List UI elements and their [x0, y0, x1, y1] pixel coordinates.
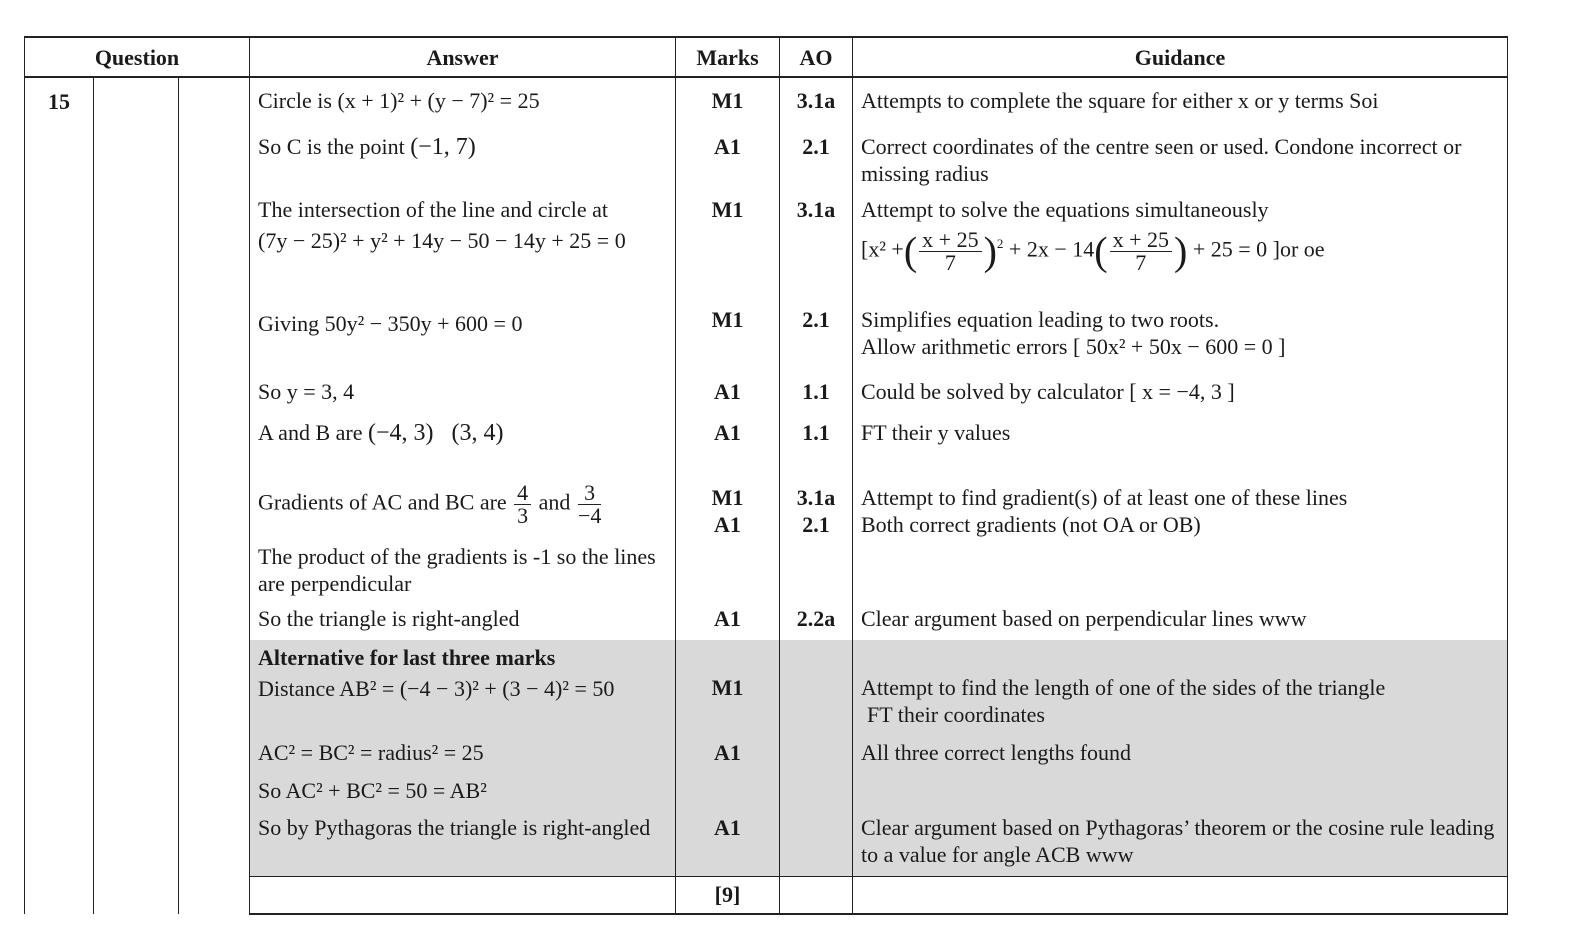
answer-cell: AC² = BC² = radius² = 25	[250, 734, 676, 772]
answer-cell	[250, 474, 676, 541]
answer-text: A and B are	[258, 420, 363, 445]
header-ao: AO	[780, 37, 853, 77]
ao-cell	[780, 876, 853, 914]
answer-cell	[250, 304, 676, 372]
guidance-text: Attempt to solve the equations simultaneously	[861, 197, 1269, 222]
guidance-cell	[853, 876, 1508, 914]
answer-cell	[250, 414, 676, 474]
mark-value: M1	[711, 485, 744, 510]
header-marks: Marks	[676, 37, 780, 77]
guidance-cell: All three correct lengths found	[853, 734, 1508, 772]
guidance-math: [x² +( $\frac{x + 25}{7}$ )$^2$ + 2x − 14( $\frac{x + 25}{7}$ ) + 25 = 0 ]or oe	[861, 227, 1325, 275]
ao-cell	[780, 541, 853, 603]
ao-cell: 1.1	[780, 372, 853, 414]
guidance-math-part: + 25 = 0 ]	[1192, 236, 1280, 262]
guidance-math-part: + 2x − 14	[1008, 236, 1095, 262]
answer-cell: So the triangle is right-angled	[250, 603, 676, 640]
fraction	[578, 482, 601, 527]
guidance-cell: Clear argument based on Pythagoras’ theorem or the cosine rule leading to a value for angle ACB www	[853, 812, 1508, 876]
fraction	[514, 482, 531, 527]
fraction	[919, 229, 981, 274]
guidance-text: Attempt to find the length of one of the sides of the triangle	[861, 675, 1386, 700]
ao-cell	[780, 812, 853, 876]
mark-scheme-table	[24, 36, 1508, 915]
guidance-text: Could be solved by calculator	[861, 379, 1124, 404]
guidance-text: Simplifies equation leading to two roots.	[861, 307, 1220, 332]
fraction-denominator: −4	[577, 503, 602, 528]
mark-cell: A1	[676, 372, 780, 414]
answer-text: The intersection of the line and circle at	[258, 197, 609, 222]
answer-math: (−1, 7)	[410, 134, 476, 160]
table-row	[25, 77, 1508, 123]
ao-cell: 2.1	[780, 123, 853, 189]
alternative-heading: Alternative for last three marks	[258, 645, 556, 670]
fraction-numerator: x + 25	[919, 229, 981, 252]
answer-math: Distance AB² = (−4 − 3)² + (3 − 4)² = 50	[258, 676, 615, 701]
ao-cell: 2.2a	[780, 603, 853, 640]
mark-cell: A1	[676, 123, 780, 189]
guidance-line: Allow arithmetic errors	[861, 334, 1068, 359]
answer-cell: The product of the gradients is -1 so the lines are perpendicular	[250, 541, 676, 603]
fraction	[1110, 229, 1172, 274]
mark-cell: M1	[676, 304, 780, 372]
guidance-cell	[853, 772, 1508, 812]
mark-cell: M1	[676, 189, 780, 304]
guidance-math: [ 50x² + 50x − 600 = 0 ]	[1073, 334, 1286, 359]
ao-cell: 3.1a	[780, 189, 853, 304]
answer-math: (−4, 3) (3, 4)	[367, 420, 504, 446]
fraction-denominator: 7	[1135, 250, 1147, 275]
question-number: 15	[25, 77, 94, 914]
answer-cell	[250, 77, 676, 123]
guidance-text: Attempt to find gradient(s) of at least one of these lines	[861, 485, 1348, 510]
guidance-cell: Clear argument based on perpendicular lines www	[853, 603, 1508, 640]
header-guidance: Guidance	[853, 37, 1508, 77]
answer-cell: So by Pythagoras the triangle is right-angled	[250, 812, 676, 876]
answer-text: Gradients of AC and BC are	[258, 489, 507, 515]
guidance-suffix: or oe	[1279, 236, 1325, 262]
fraction-numerator: 3	[578, 482, 601, 505]
mark-cell	[676, 474, 780, 541]
answer-math: (x + 1)² + (y − 7)² = 25	[337, 88, 540, 113]
ao-value: 3.1a	[796, 485, 836, 510]
guidance-math-part: [x² +	[861, 236, 904, 262]
ao-cell	[780, 734, 853, 772]
mark-cell: A1	[676, 603, 780, 640]
mark-cell: M1	[676, 77, 780, 123]
answer-math: 50y² − 350y + 600 = 0	[324, 311, 523, 336]
ao-cell: 3.1a	[780, 77, 853, 123]
answer-cell: So y = 3, 4	[250, 372, 676, 414]
answer-cell	[250, 876, 676, 914]
ao-cell: 1.1	[780, 414, 853, 474]
fraction-denominator: 3	[517, 503, 529, 528]
total-marks: [9]	[676, 876, 780, 914]
answer-cell: So AC² + BC² = 50 = AB²	[250, 772, 676, 812]
ao-value: 2.1	[802, 512, 830, 537]
fraction-numerator: 4	[514, 482, 531, 505]
guidance-cell: Correct coordinates of the centre seen or used. Condone incorrect or missing radius	[853, 123, 1508, 189]
guidance-text	[861, 333, 1499, 360]
guidance-text: FT their coordinates	[867, 702, 1045, 727]
mark-cell: M1	[676, 640, 780, 734]
mark-value: A1	[714, 512, 741, 537]
guidance-cell	[853, 372, 1508, 414]
ao-cell	[780, 640, 853, 734]
fraction-numerator: x + 25	[1110, 229, 1172, 252]
mark-cell	[676, 541, 780, 603]
guidance-cell	[853, 640, 1508, 734]
guidance-cell: Attempts to complete the square for either x or y terms Soi	[853, 77, 1508, 123]
fraction-denominator: 7	[944, 250, 956, 275]
guidance-cell: FT their y values	[853, 414, 1508, 474]
mark-cell	[676, 772, 780, 812]
header-row	[25, 37, 1508, 77]
answer-cell	[250, 123, 676, 189]
subsubpart-column	[179, 77, 250, 914]
guidance-cell	[853, 541, 1508, 603]
ao-cell	[780, 474, 853, 541]
answer-text: Giving	[258, 311, 320, 336]
ao-cell	[780, 772, 853, 812]
answer-cell	[250, 640, 676, 734]
guidance-cell	[853, 189, 1508, 304]
subpart-column	[94, 77, 179, 914]
mark-cell: A1	[676, 812, 780, 876]
answer-math: (7y − 25)² + y² + 14y − 50 − 14y + 25 = 0	[258, 228, 626, 253]
guidance-math: [ x = −4, 3 ]	[1129, 379, 1235, 404]
mark-cell: A1	[676, 734, 780, 772]
answer-text: and	[538, 489, 571, 515]
answer-cell	[250, 189, 676, 304]
guidance-cell	[853, 304, 1508, 372]
ao-cell: 2.1	[780, 304, 853, 372]
answer-text: Circle is	[258, 88, 332, 113]
guidance-text: Both correct gradients (not OA or OB)	[861, 512, 1201, 537]
mark-cell: A1	[676, 414, 780, 474]
guidance-cell	[853, 474, 1508, 541]
header-question: Question	[25, 37, 250, 77]
header-answer: Answer	[250, 37, 676, 77]
answer-text: So C is the point	[258, 134, 405, 159]
